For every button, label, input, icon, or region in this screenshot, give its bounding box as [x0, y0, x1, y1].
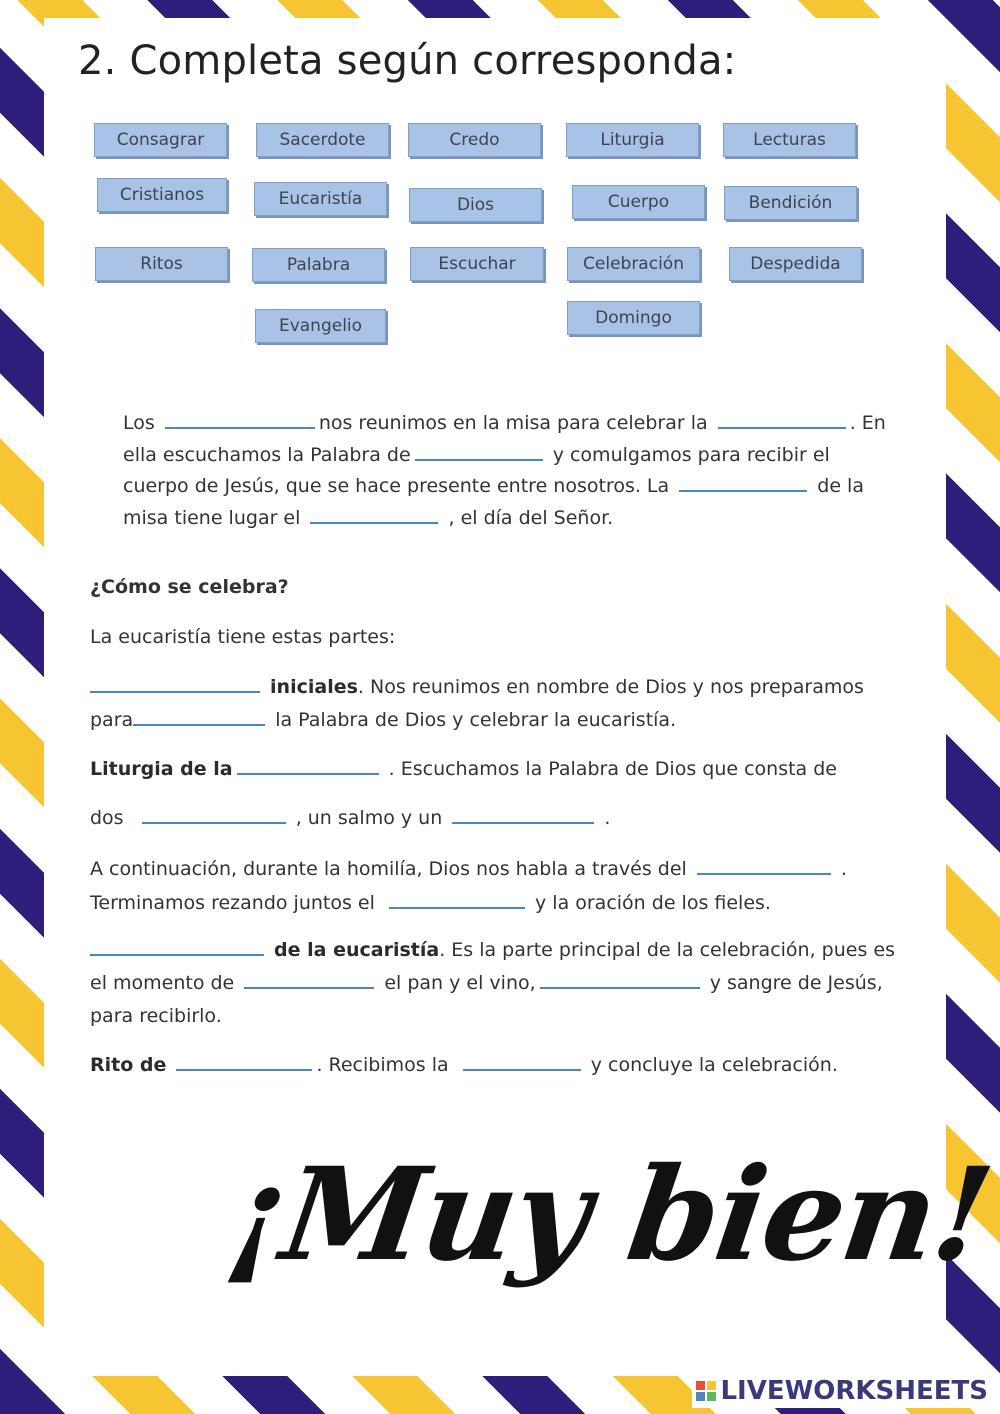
blank-eucaristia[interactable]: [718, 409, 846, 429]
blank-evangelio[interactable]: [452, 804, 594, 824]
part-text: y concluye la celebración.: [590, 1054, 838, 1076]
part-text: , un salmo y un: [295, 807, 443, 829]
part-title: de la eucaristía: [274, 939, 440, 961]
part-text: el momento de: [90, 972, 235, 994]
part-text: . Escuchamos la Palabra de Dios que consta de: [388, 758, 837, 780]
blank-bendicion[interactable]: [463, 1051, 581, 1071]
part-homilia: [90, 852, 930, 920]
intro-text: cuerpo de Jesús, que se hace presente entre nosotros. La: [123, 475, 670, 497]
part-text: para recibirlo.: [90, 1005, 222, 1027]
part-liturgia-eucaristia: [90, 934, 930, 1033]
parts-intro: La eucaristía tiene estas partes:: [90, 626, 396, 648]
part-ritos-iniciales: [90, 671, 920, 737]
intro-line-2: [123, 440, 903, 472]
intro-text: . En: [849, 412, 886, 434]
part-readings-line: [90, 803, 920, 835]
part-text: .: [840, 858, 847, 880]
intro-text: ella escuchamos la Palabra de: [123, 443, 411, 466]
word-chip-eucaristia[interactable]: Eucaristía: [254, 182, 387, 216]
word-chip-domingo[interactable]: Domingo: [567, 301, 700, 335]
part-text: Terminamos rezando juntos el: [90, 892, 375, 914]
part-title: iniciales: [270, 676, 358, 698]
intro-text: Los: [123, 412, 155, 434]
intro-paragraph: [123, 408, 903, 534]
blank-palabra[interactable]: [237, 755, 379, 775]
blank-domingo[interactable]: [310, 504, 438, 524]
word-chip-evangelio[interactable]: Evangelio: [255, 309, 386, 343]
word-chip-despedida[interactable]: Despedida: [729, 247, 862, 281]
blank-escuchar[interactable]: [133, 706, 265, 726]
intro-text: nos reunimos en la misa para celebrar la: [318, 412, 708, 434]
part-text: .: [604, 807, 611, 829]
intro-text: y comulgamos para recibir el: [552, 443, 830, 466]
word-chip-consagrar[interactable]: Consagrar: [94, 123, 227, 157]
part-text: y sangre de Jesús,: [709, 972, 883, 994]
blank-despedida[interactable]: [176, 1051, 312, 1071]
blank-sacerdote[interactable]: [697, 855, 831, 875]
part-liturgia-palabra: [90, 754, 920, 786]
intro-text: , el día del Señor.: [448, 506, 614, 529]
part-title: Liturgia de la: [90, 758, 233, 780]
blank-celebracion[interactable]: [679, 472, 807, 492]
intro-line-3: [123, 471, 903, 503]
word-chip-celebracion[interactable]: Celebración: [567, 247, 700, 281]
liveworksheets-icon: [696, 1381, 716, 1401]
part-rito-despedida: [90, 1050, 920, 1082]
closing-message: ¡Muy bien!: [219, 1140, 1000, 1290]
part-text: la Palabra de Dios y celebrar la eucaristía.: [275, 709, 677, 731]
word-chip-credo[interactable]: Credo: [408, 123, 541, 157]
word-chip-ritos[interactable]: Ritos: [95, 247, 228, 281]
part-text: A continuación, durante la homilía, Dios nos habla a través del: [90, 858, 687, 880]
part-text: . Es la parte principal de la celebración, pues es: [439, 939, 895, 961]
liveworksheets-logo[interactable]: [692, 1374, 992, 1408]
word-chip-liturgia[interactable]: Liturgia: [566, 123, 699, 157]
blank-ritos[interactable]: [90, 673, 260, 693]
intro-text: misa tiene lugar el: [123, 506, 301, 529]
part-text: dos: [90, 807, 124, 829]
word-chip-bendicion[interactable]: Bendición: [724, 186, 857, 220]
word-chip-cristianos[interactable]: Cristianos: [97, 178, 227, 212]
word-chip-escuchar[interactable]: Escuchar: [410, 247, 544, 281]
brand-text: LIVEWORKSHEETS: [720, 1376, 988, 1406]
part-text: para: [90, 709, 134, 731]
intro-text: de la: [817, 475, 864, 497]
part-text: . Recibimos la: [316, 1054, 449, 1076]
intro-line-1: [123, 408, 903, 440]
section-heading: ¿Cómo se celebra?: [90, 576, 289, 598]
part-text: el pan y el vino,: [384, 972, 536, 994]
blank-liturgia[interactable]: [90, 936, 264, 956]
blank-cristianos[interactable]: [165, 409, 315, 429]
blank-consagrar[interactable]: [244, 969, 374, 989]
page-title: 2. Completa según corresponda:: [78, 38, 737, 84]
intro-line-4: [123, 503, 903, 535]
blank-credo[interactable]: [389, 889, 525, 909]
blank-cuerpo[interactable]: [540, 969, 700, 989]
blank-lecturas[interactable]: [142, 804, 286, 824]
part-text: y la oración de los fieles.: [535, 892, 771, 914]
word-chip-palabra[interactable]: Palabra: [252, 248, 385, 282]
word-chip-dios[interactable]: Dios: [409, 188, 542, 222]
part-title: Rito de: [90, 1054, 167, 1076]
word-chip-cuerpo[interactable]: Cuerpo: [572, 185, 705, 219]
blank-dios[interactable]: [415, 441, 543, 461]
part-text: . Nos reunimos en nombre de Dios y nos preparamos: [357, 676, 864, 698]
word-chip-sacerdote[interactable]: Sacerdote: [256, 123, 389, 157]
word-chip-lecturas[interactable]: Lecturas: [723, 123, 856, 157]
